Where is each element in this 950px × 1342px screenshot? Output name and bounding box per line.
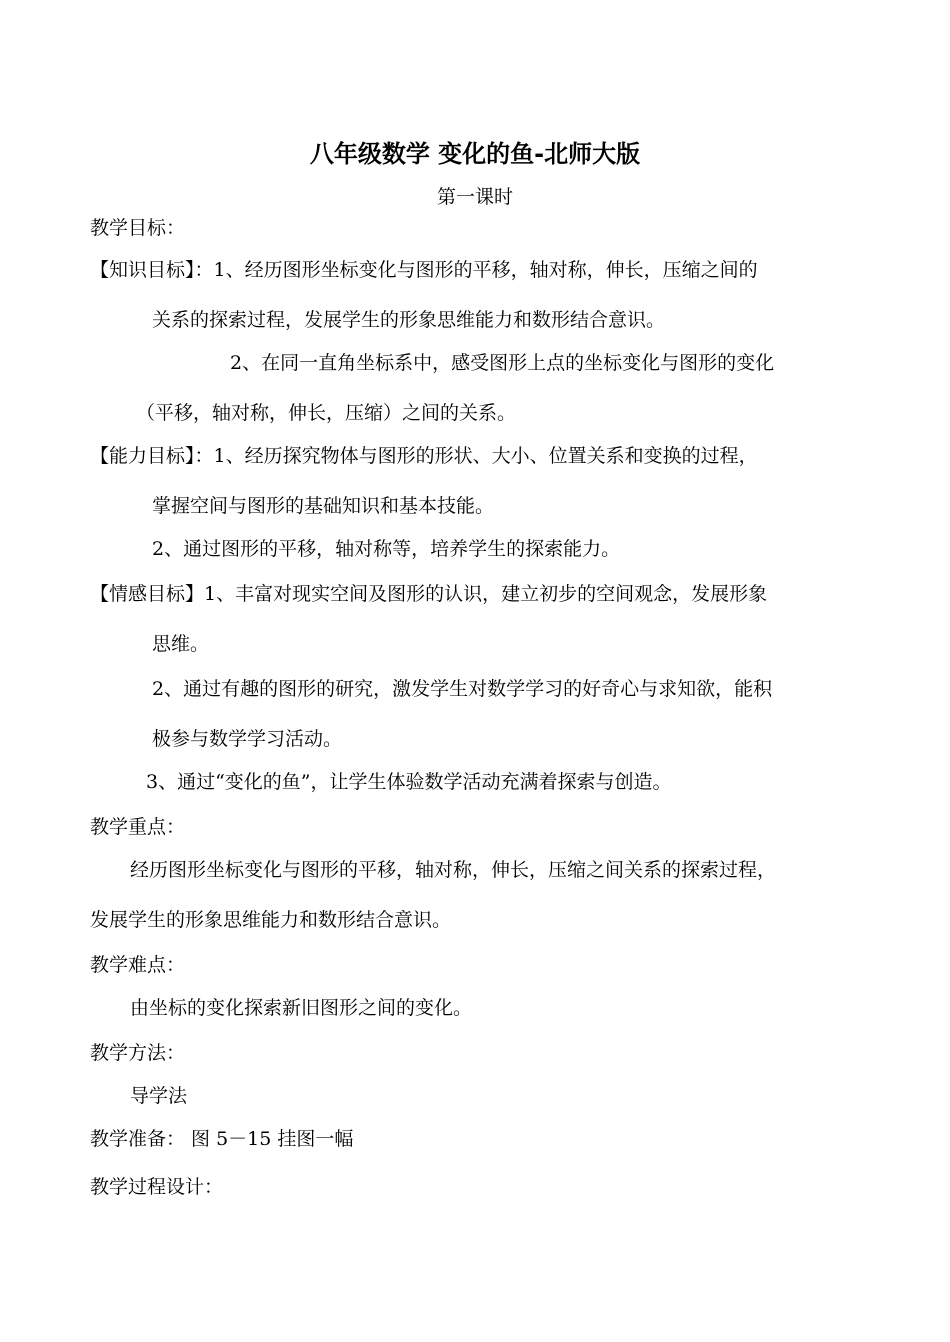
ability-objective-line-2: 掌握空间与图形的基础知识和基本技能。 <box>152 495 495 517</box>
emotion-objective-line-1: 【情感目标】1、丰富对现实空间及图形的认识，建立初步的空间观念，发展形象 <box>90 583 768 605</box>
knowledge-objective-line-1: 【知识目标】：1、经历图形坐标变化与图形的平移，轴对称，伸长，压缩之间的 <box>90 259 758 281</box>
methods-heading: 教学方法： <box>90 1042 186 1064</box>
key-points-heading: 教学重点： <box>90 816 186 838</box>
key-points-line-1: 经历图形坐标变化与图形的平移，轴对称，伸长，压缩之间关系的探索过程， <box>130 859 777 881</box>
objectives-heading: 教学目标： <box>90 217 186 239</box>
emotion-objective-line-5: 3、通过“变化的鱼”，让学生体验数学活动充满着探索与创造。 <box>146 771 672 793</box>
preparation-line: 教学准备： 图 5－15 挂图一幅 <box>90 1128 354 1150</box>
methods-line: 导学法 <box>130 1085 188 1107</box>
process-heading: 教学过程设计： <box>90 1176 224 1198</box>
knowledge-objective-line-2: 关系的探索过程，发展学生的形象思维能力和数形结合意识。 <box>152 309 666 331</box>
emotion-objective-line-3: 2、通过有趣的图形的研究，激发学生对数学学习的好奇心与求知欲，能积 <box>152 678 773 700</box>
key-points-line-2: 发展学生的形象思维能力和数形结合意识。 <box>90 909 452 931</box>
ability-objective-line-1: 【能力目标】：1、经历探究物体与图形的形状、大小、位置关系和变换的过程， <box>90 445 758 467</box>
difficulties-heading: 教学难点： <box>90 954 186 976</box>
document-subtitle: 第一课时 <box>436 186 513 208</box>
ability-objective-line-3: 2、通过图形的平移，轴对称等，培养学生的探索能力。 <box>152 538 621 560</box>
emotion-objective-line-2: 思维。 <box>152 633 210 655</box>
emotion-objective-line-4: 极参与数学学习活动。 <box>152 728 343 750</box>
knowledge-objective-line-3: 2、在同一直角坐标系中，感受图形上点的坐标变化与图形的变化 <box>230 352 775 374</box>
document-title: 八年级数学 变化的鱼-北师大版 <box>309 140 641 168</box>
difficulties-line: 由坐标的变化探索新旧图形之间的变化。 <box>130 997 473 1019</box>
knowledge-objective-line-4: （平移，轴对称，伸长，压缩）之间的关系。 <box>136 402 517 424</box>
